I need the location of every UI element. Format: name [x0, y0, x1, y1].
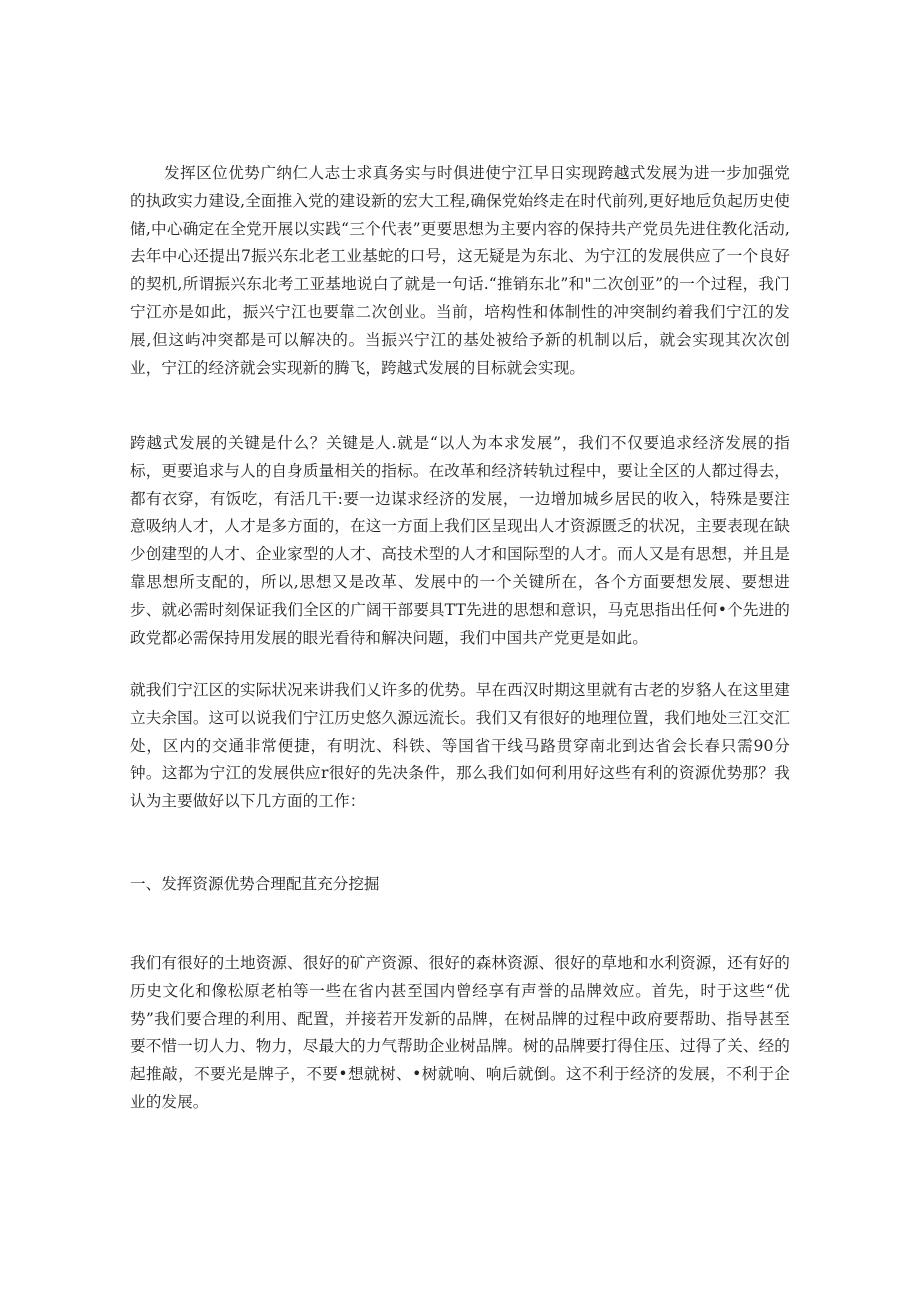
paragraph-resource-utilization: 我们有很好的土地资源、很好的矿产资源、很好的森林资源、很好的草地和水利资源，还有好的历史文化和像松原老柏等一些在省内甚至国内曾经享有声誉的品牌效应。首先，时于这些“优势”我们要合理的利用、配置，并接若开发新的品牌，在树品牌的过程中政府要帮助、指导甚至要不惜一切人力、物力，尽最大的力气帮助企业树品牌。树的品牌要打得住压、过得了关、经的起推敲，不要光是牌子，不要•想就树、•树就响、响后就倒。这不利于经济的发展，不利于企业的发展。 — [130, 954, 790, 1111]
section-heading-resources: 一、发挥资源优势合理配苴充分挖掘 — [130, 875, 380, 893]
paragraph-regional-advantage: 发挥区位优势广纳仁人志士求真务实与时俱进使宁江早日实现跨越式发展为进一步加强党的执政实力建设,全面推入党的建设新的宏大工程,确保党始终走在时代前列,更好地卮负起历史使储,中心确定在全党开展以实践“三个代表”更要思想为主要内容的保持共产党员先进住教化活动,去年中心还提出7振兴东北老工业基蛇的口号，这无疑是为东北、为宁江的发展供应了一个良好的契机,所谓振兴东北考工亚基地说白了就是一句话.“推销东北”和"二次创亚”的一个过程，我门宁江亦是如此，振兴宁江也要靠二次创业。当前，培构性和体制性的冲突制约着我们宁江的发展,但这屿冲突都是可以解决的。当振兴宁江的基处被给予新的机制以后，就会实现其次次创业，宁江的经济就会实现新的腾飞，跨越式发展的目标就会实现。 — [130, 164, 790, 377]
paragraph-local-advantages: 就我们宁江区的实际状况来讲我们乂许多的优势。早在西汉时期这里就有古老的岁貉人在这里建立夫余国。这可以说我们宁江历史悠久源远流长。我们又有很好的地理位置，我们地处三江交汇处，区内的交通非常便捷，有明沈、科铁、等国省干线马路贯穿南北到达省会长春只需90分钟。这都为宁江的发展供应r很好的先决条件，那么我们如何利用好这些有利的资源优势那？我认为主要做好以下几方面的工作： — [130, 681, 790, 811]
paragraph-key-to-development: 跨越式发展的关键是什么？关键是人.就是“以人为本求发展”，我们不仅要追求经济发展的指标，更要追求与人的自身质量相关的指标。在改革和经济转轨过程中，要让全区的人都过得去，都有衣穿，有饭吃，有活几干:要一边谋求经济的发展，一边增加城乡居民的收入，特殊是要注意吸纳人才，人才是多方面的，在这一方面上我们区呈现出人才资源匮乏的状况，主要表现在缺少创建型的人才、企业家型的人才、高技术型的人才和国际型的人才。而人又是有思想，并且是靠思想所支配的，所以,思想又是改革、发展中的一个关键所在，各个方面要想发展、要想进步、就必需时刻保证我们全区的广阔干部要具TT先进的思想和意识，马克思指出任何•个先进的政党都必需保持用发展的眼光看待和解决问题，我们中国共产党更是如此。 — [130, 434, 790, 647]
